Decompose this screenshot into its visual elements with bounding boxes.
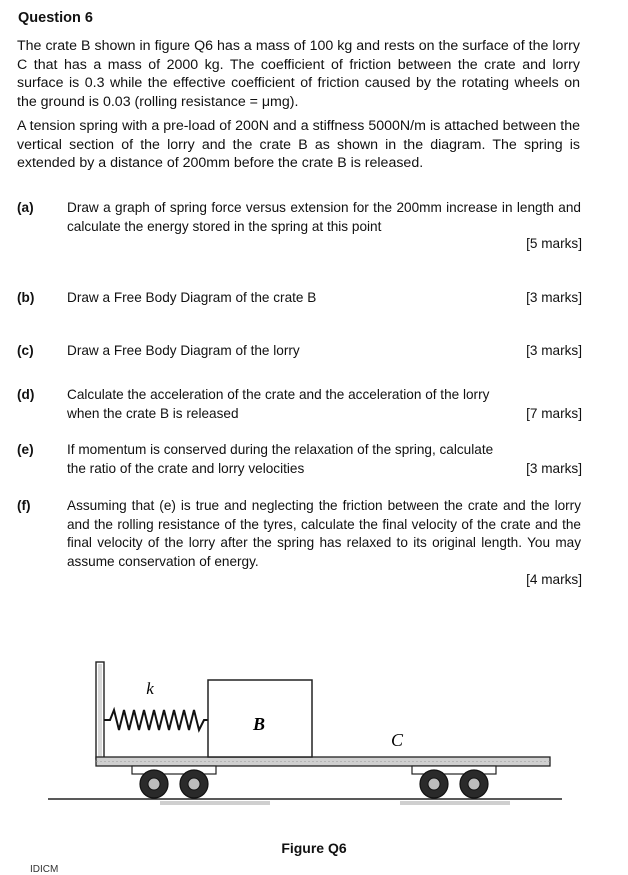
part-text: Assuming that (e) is true and neglecting the friction between the crate and the lorry and the rolling resistance of the tyres, calculate the final velocity of the crate and the final velocity of the lorry after the spring has relaxed to its original length. You may assume conservation of energy.: [67, 498, 581, 569]
part-letter: (a): [17, 200, 34, 215]
crate-label: B: [252, 714, 266, 734]
part-marks: [3 marks]: [526, 460, 582, 476]
part-letter: (e): [17, 442, 34, 457]
part-letter: (c): [17, 343, 34, 358]
wheel: [460, 770, 488, 798]
wheel: [140, 770, 168, 798]
part-marks: [5 marks]: [526, 236, 582, 251]
footer-fragment: IDICM: [30, 864, 59, 875]
part-letter: (d): [17, 387, 35, 402]
wheel: [180, 770, 208, 798]
part-letter: (b): [17, 290, 35, 305]
part-marks: [3 marks]: [526, 290, 582, 305]
lorry-vertical-fill: [98, 664, 102, 757]
wheel: [420, 770, 448, 798]
part-marks: [4 marks]: [526, 572, 582, 588]
part-text: Draw a Free Body Diagram of the lorry: [67, 343, 300, 358]
part-letter: (f): [17, 498, 31, 513]
intro-paragraph-1: The crate B shown in figure Q6 has a mass of 100 kg and rests on the surface of the lorry C that has a mass of 2000 kg. The coefficient of friction between the crate and lorry surface is 0.3 while the effective coefficient of friction caused by the rotating wheels on the ground is 0.03 (rolling resistance = μmg).: [17, 38, 580, 110]
rear-axle-frame: [412, 766, 496, 774]
part-marks: [7 marks]: [526, 405, 582, 421]
part-text: Draw a graph of spring force versus extension for the 200mm increase in length and calculate the energy stored in the spring at this point: [67, 200, 581, 234]
part-text: If momentum is conserved during the relaxation of the spring, calculate the ratio of the crate and lorry velocities: [67, 442, 494, 476]
part-text: Calculate the acceleration of the crate and the acceleration of the lorry when the crate B is released: [67, 387, 490, 421]
ground-texture: [160, 801, 510, 805]
part-text: Draw a Free Body Diagram of the crate B: [67, 290, 317, 305]
spring-label: k: [146, 679, 154, 698]
figure-q6-diagram: [40, 650, 580, 835]
lorry-label: C: [390, 730, 404, 750]
part-marks: [3 marks]: [526, 343, 582, 358]
figure-caption: Figure Q6: [281, 840, 347, 856]
intro-paragraph-2: A tension spring with a pre-load of 200N and a stiffness 5000N/m is attached between the vertical section of the lorry and the crate B as shown in the diagram. The spring is extended by a distance of 200mm before the crate B is released.: [17, 118, 580, 172]
front-axle-frame: [132, 766, 216, 774]
spring: [104, 710, 208, 730]
question-title: Question 6: [18, 10, 93, 26]
